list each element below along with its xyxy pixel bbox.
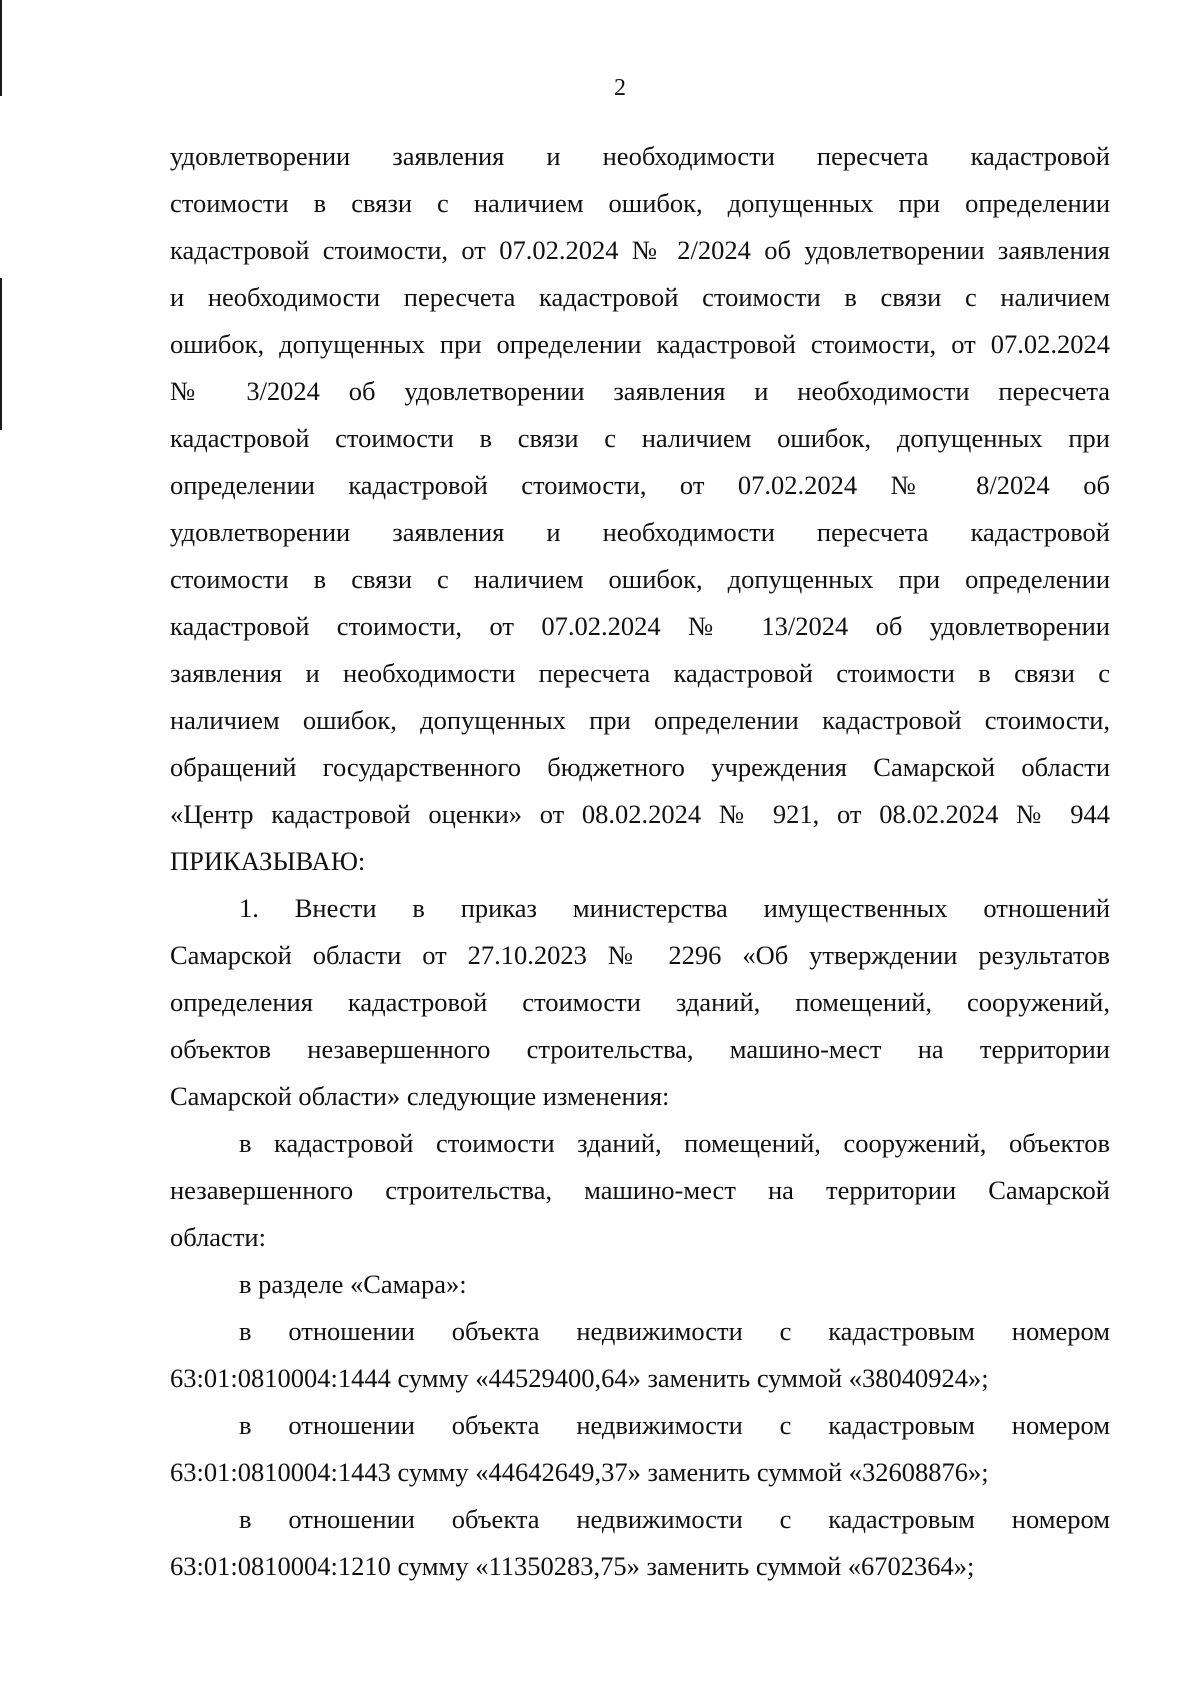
document-body: [170, 133, 1110, 1590]
text-line: в отношении объекта недвижимости с кадастровым номером: [239, 1410, 1110, 1440]
text-line: в отношении объекта недвижимости с кадастровым номером: [239, 1316, 1110, 1346]
text-line: Самарской области от 27.10.2023 № 2296 «Об утверждении результатов: [170, 940, 1110, 970]
text-line: 63:01:0810004:1210 сумму «11350283,75» заменить суммой «6702364»;: [170, 1551, 975, 1581]
text-line: удовлетворении заявления и необходимости пересчета кадастровой: [170, 141, 1110, 171]
text-line: и необходимости пересчета кадастровой стоимости в связи с наличием: [170, 282, 1110, 312]
text-line: стоимости в связи с наличием ошибок, допущенных при определении: [170, 564, 1110, 594]
text-line: 63:01:0810004:1444 сумму «44529400,64» заменить суммой «38040924»;: [170, 1363, 989, 1393]
page-number: 2: [614, 75, 626, 101]
text-line: кадастровой стоимости, от 07.02.2024 № 13/2024 об удовлетворении: [170, 611, 1110, 641]
text-line: в разделе «Самара»:: [239, 1269, 467, 1299]
text-line: в кадастровой стоимости зданий, помещений, сооружений, объектов: [239, 1128, 1110, 1158]
text-line: удовлетворении заявления и необходимости пересчета кадастровой: [170, 517, 1110, 547]
text-line: определении кадастровой стоимости, от 07.02.2024 № 8/2024 об: [170, 470, 1110, 500]
text-line: 63:01:0810004:1443 сумму «44642649,37» заменить суммой «32608876»;: [170, 1457, 989, 1487]
scan-edge-mark: [0, 278, 2, 430]
text-line: стоимости в связи с наличием ошибок, допущенных при определении: [170, 188, 1110, 218]
text-line: незавершенного строительства, машино-мест на территории Самарской: [170, 1175, 1110, 1205]
text-line: наличием ошибок, допущенных при определении кадастровой стоимости,: [170, 705, 1110, 735]
text-line: кадастровой стоимости, от 07.02.2024 № 2/2024 об удовлетворении заявления: [170, 235, 1110, 265]
text-line: кадастровой стоимости в связи с наличием ошибок, допущенных при: [170, 423, 1110, 453]
text-line: определения кадастровой стоимости зданий, помещений, сооружений,: [170, 987, 1110, 1017]
text-line: № 3/2024 об удовлетворении заявления и необходимости пересчета: [170, 376, 1110, 406]
text-line: «Центр кадастровой оценки» от 08.02.2024 № 921, от 08.02.2024 № 944: [170, 799, 1110, 829]
text-line: объектов незавершенного строительства, машино-мест на территории: [170, 1034, 1110, 1064]
text-line: Самарской области» следующие изменения:: [170, 1081, 670, 1111]
text-line: ПРИКАЗЫВАЮ:: [170, 846, 366, 876]
text-line: обращений государственного бюджетного учреждения Самарской области: [170, 752, 1110, 782]
text-line: 1. Внести в приказ министерства имущественных отношений: [239, 893, 1110, 923]
text-line: в отношении объекта недвижимости с кадастровым номером: [239, 1504, 1110, 1534]
text-line: ошибок, допущенных при определении кадастровой стоимости, от 07.02.2024: [170, 329, 1110, 359]
text-line: области:: [170, 1222, 266, 1252]
text-line: заявления и необходимости пересчета кадастровой стоимости в связи с: [170, 658, 1110, 688]
